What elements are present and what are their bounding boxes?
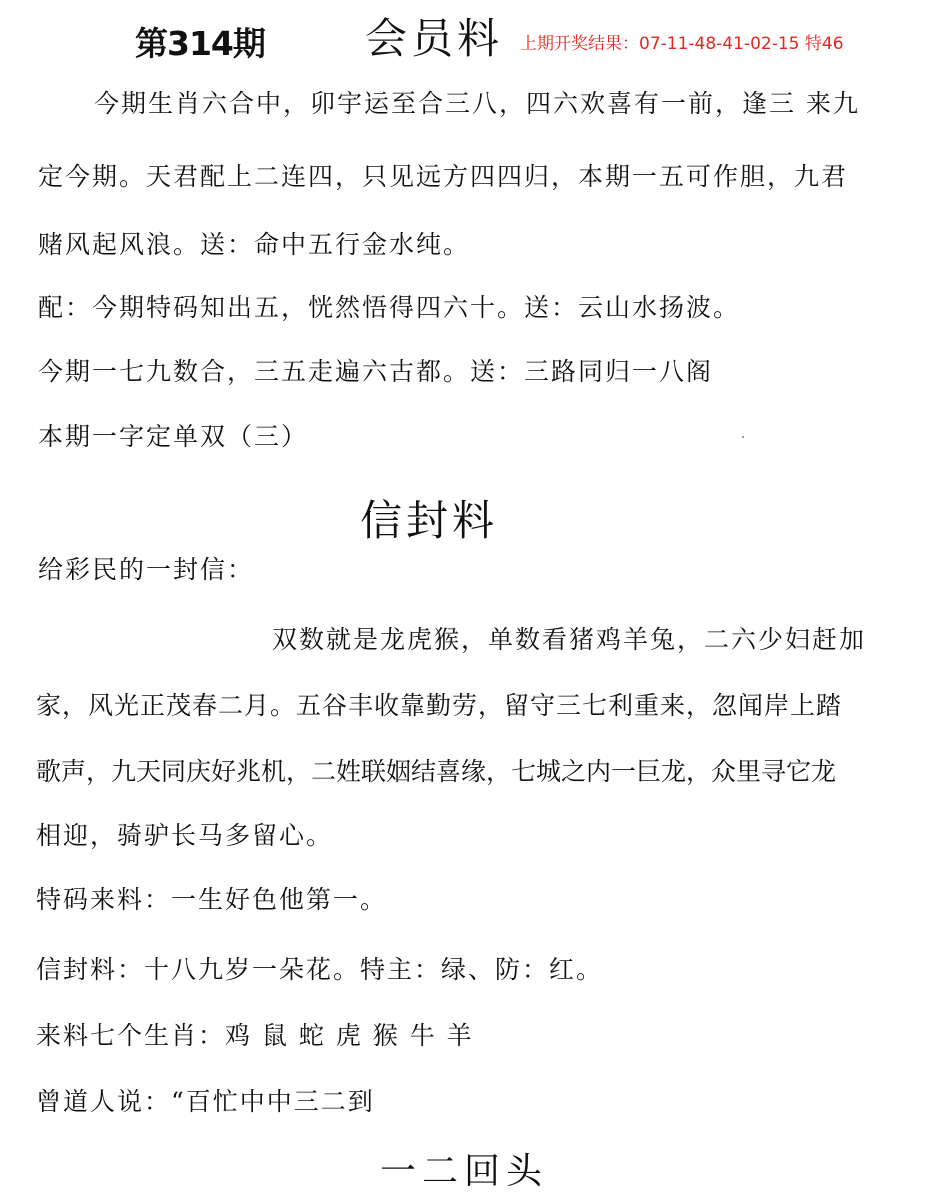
letter-greeting: 给彩民的一封信： (38, 555, 255, 584)
letter-line: 来料七个生肖：鸡 鼠 蛇 虎 猴 牛 羊 (36, 1021, 474, 1050)
last-result (520, 29, 844, 54)
member-line: 配：今期特码知出五，恍然悟得四六十。送：云山水扬波。 (38, 293, 741, 322)
stray-dot (742, 436, 744, 438)
member-line: 今期生肖六合中，卯宇运至合三八，四六欢喜有一前，逢三 来九 (94, 89, 860, 118)
letter-line: 家，风光正茂春二月。五谷丰收靠勤劳，留守三七利重来，忽闻岸上踏 (36, 691, 843, 720)
letter-line: 双数就是龙虎猴，单数看猪鸡羊兔，二六少妇赶加 (272, 625, 867, 654)
letter-section-title: 信封料 (360, 496, 499, 545)
footer-text: 一二回头 (380, 1151, 549, 1192)
last-result-special: 特46 (804, 34, 844, 54)
letter-line: 特码来料：一生好色他第一。 (36, 885, 388, 914)
issue-number: 第314期 (135, 24, 265, 63)
member-line: 赌风起风浪。送：命中五行金水纯。 (38, 230, 471, 259)
last-result-label: 上期开奖结果： (520, 34, 639, 54)
letter-line: 信封料：十八九岁一朵花。特主：绿、防：红。 (36, 955, 604, 984)
letter-line: 曾道人说：“百忙中中三二到 (36, 1087, 375, 1116)
letter-line: 相迎，骑驴长马多留心。 (36, 821, 334, 850)
page-title: 会员料 (365, 14, 504, 63)
member-line: 定今期。天君配上二连四，只见远方四四归，本期一五可作胆，九君 (38, 162, 849, 191)
letter-line: 歌声，九天同庆好兆机，二姓联姻结喜缘，七城之内一巨龙，众里寻它龙 (36, 757, 837, 786)
last-result-numbers: 07-11-48-41-02-15 (639, 34, 800, 54)
member-line: 本期一字定单双（三） (38, 422, 309, 451)
member-line: 今期一七九数合，三五走遍六古都。送：三路同归一八阁 (38, 357, 714, 386)
